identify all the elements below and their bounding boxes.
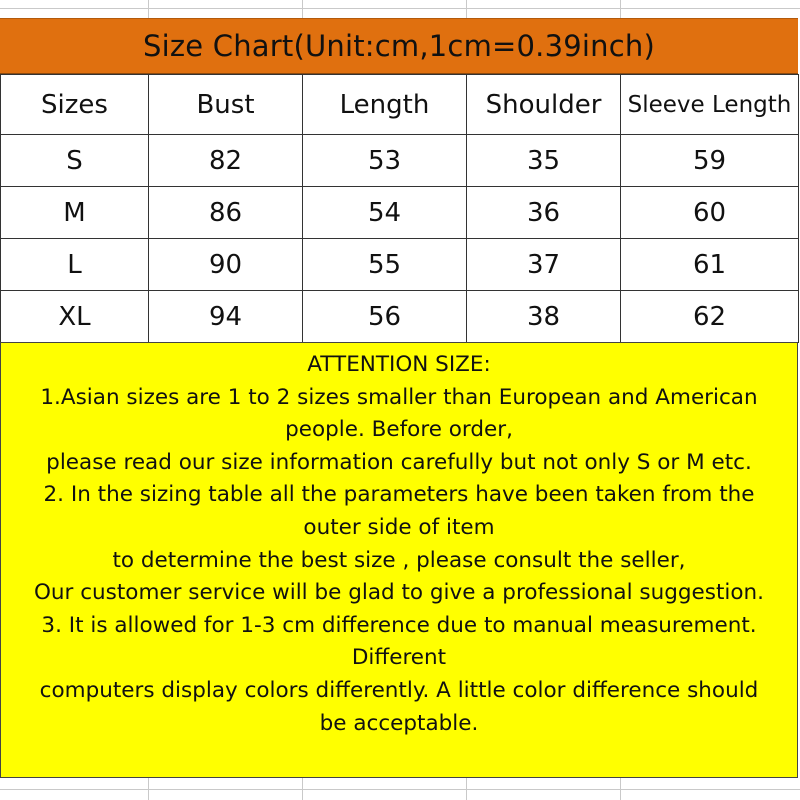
grid-line	[620, 0, 621, 18]
grid-line	[620, 778, 621, 800]
cell-size: M	[1, 187, 149, 239]
cell-length: 53	[303, 135, 467, 187]
cell-size: S	[1, 135, 149, 187]
table-row	[1, 187, 799, 239]
notice-line: to determine the best size , please consult the seller,	[112, 547, 686, 573]
cell-size: L	[1, 239, 149, 291]
grid-line	[0, 8, 800, 9]
size-chart-title: Size Chart(Unit:cm,1cm=0.39inch)	[143, 29, 655, 63]
cell-bust: 86	[149, 187, 303, 239]
notice-line: people. Before order,	[285, 417, 513, 443]
header-bust: Bust	[149, 75, 303, 135]
notice-line: please read our size information carefully but not only S or M etc.	[46, 449, 752, 475]
cell-length: 56	[303, 291, 467, 343]
size-table	[0, 74, 799, 343]
cell-bust: 82	[149, 135, 303, 187]
header-sizes: Sizes	[1, 75, 149, 135]
notice-line: computers display colors differently. A little color difference should	[39, 677, 759, 703]
grid-line	[466, 778, 467, 800]
grid-line	[0, 789, 800, 790]
cell-shoulder: 37	[467, 239, 621, 291]
notice-line: 1.Asian sizes are 1 to 2 sizes smaller than European and American	[40, 384, 758, 410]
notice-line: Our customer service will be glad to give a professional suggestion.	[34, 580, 764, 606]
cell-shoulder: 38	[467, 291, 621, 343]
cell-sleeve-length: 62	[621, 291, 799, 343]
header-sleeve-length: Sleeve Length	[621, 75, 799, 135]
notice-line: be acceptable.	[319, 710, 479, 736]
cell-sleeve-length: 60	[621, 187, 799, 239]
size-chart-title-bar	[0, 18, 798, 74]
notice-heading: ATTENTION SIZE:	[307, 352, 491, 377]
cell-bust: 94	[149, 291, 303, 343]
attention-notice	[0, 342, 798, 778]
cell-sleeve-length: 59	[621, 135, 799, 187]
table-header-row	[1, 75, 799, 135]
header-length: Length	[303, 75, 467, 135]
cell-length: 54	[303, 187, 467, 239]
table-row	[1, 239, 799, 291]
grid-line	[148, 0, 149, 18]
cell-bust: 90	[149, 239, 303, 291]
cell-size: XL	[1, 291, 149, 343]
cell-sleeve-length: 61	[621, 239, 799, 291]
grid-line	[302, 0, 303, 18]
notice-line: Different	[351, 645, 447, 671]
grid-line	[148, 778, 149, 800]
cell-shoulder: 35	[467, 135, 621, 187]
grid-line	[466, 0, 467, 18]
table-row	[1, 135, 799, 187]
notice-line: outer side of item	[303, 514, 495, 540]
header-shoulder: Shoulder	[467, 75, 621, 135]
notice-line: 2. In the sizing table all the parameters have been taken from the	[43, 482, 755, 508]
notice-line: 3. It is allowed for 1-3 cm difference due to manual measurement.	[41, 612, 757, 638]
cell-length: 55	[303, 239, 467, 291]
cell-shoulder: 36	[467, 187, 621, 239]
grid-line	[302, 778, 303, 800]
table-row	[1, 291, 799, 343]
